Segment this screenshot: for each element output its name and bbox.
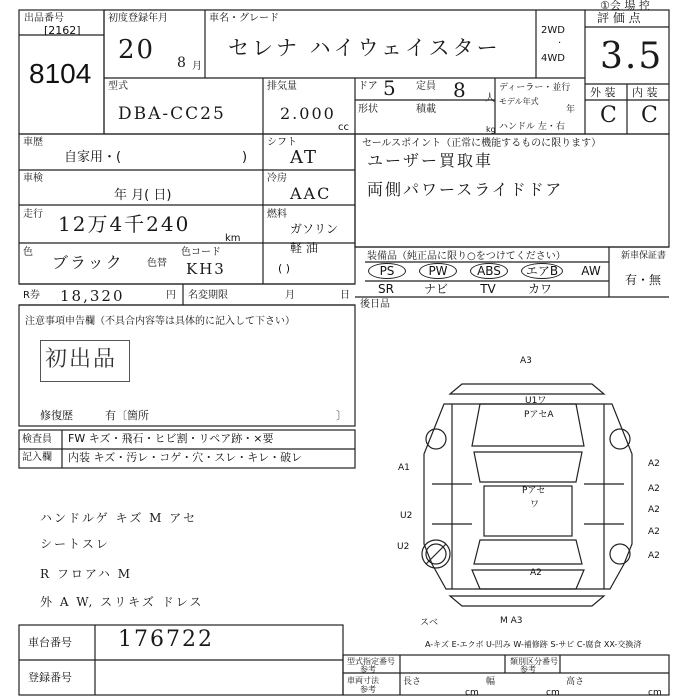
type-cert-label: 型式指定番号 (347, 657, 395, 666)
inspection-label: 車検 (23, 173, 43, 184)
chassis-value: 176722 (118, 627, 214, 652)
drive-dot: · (558, 38, 562, 49)
lot-label: 出品番号 (24, 13, 64, 24)
drive-4wd: 4WD (541, 53, 565, 64)
mileage-value: 12万4千240 (58, 212, 191, 236)
repair-label: 修復歴 (40, 409, 73, 422)
interior-grade: C (641, 103, 660, 128)
doors-value: 5 (383, 76, 398, 100)
recycle-value: 18,320 (60, 287, 125, 305)
color-code-value: KH3 (186, 260, 226, 278)
height-text: 高さ (566, 677, 585, 687)
first-reg-month-unit: 月 (192, 61, 202, 72)
color-change-label: 色替 (147, 258, 167, 269)
model-year-unit: 年 (566, 105, 576, 115)
interior-label: 内 装 (632, 86, 658, 99)
rear-seat-label: 後日品 (360, 299, 390, 310)
repair-value: 有〔箇所 (105, 409, 149, 422)
first-reg-label: 初度登録年月 (108, 13, 168, 24)
length-sub: 参考 (360, 685, 376, 694)
name-change-label: 名変期限 (188, 290, 228, 301)
equip-pw: PW (419, 263, 457, 279)
inspector-label1: 検査員 (22, 434, 52, 445)
diag-a2-right-top: A2 (648, 459, 660, 469)
venue-note: ①会 場 控 (600, 0, 650, 12)
recycle-label: R券 (23, 290, 40, 301)
inspection-value: 年 月( 日) (114, 188, 172, 203)
mileage-unit: km (225, 233, 241, 244)
load-unit: kg (486, 125, 496, 134)
capacity-label: 定員 (416, 81, 436, 92)
remark-line2: シートスレ (40, 537, 110, 551)
first-reg-month: 8 (177, 55, 188, 71)
capacity-unit: 人 (485, 93, 495, 104)
diag-a2-right-rear: A2 (648, 527, 660, 537)
handle-label: ハンドル 左・右 (499, 122, 565, 132)
sales-line1: ユーザー買取車 (367, 151, 494, 170)
first-reg-year: 20 (118, 35, 156, 65)
displacement-unit: cc (338, 122, 349, 133)
remark-line1: ハンドルゲ キズ M アセ (40, 511, 198, 525)
remark-line4: 外 A W, スリキズ ドレス (40, 595, 204, 609)
equip-navi: ナビ (423, 282, 448, 296)
diag-wa: ワ (530, 500, 540, 510)
first-listing-text: 初出品 (45, 347, 118, 372)
diag-a2-right-low: A2 (648, 505, 660, 515)
equip-sr: SR (378, 282, 394, 296)
diag-sube: スベ (420, 618, 439, 628)
lot-number: 8104 (29, 58, 92, 89)
name-change-month: 月 (285, 290, 295, 301)
length-text: 長さ (403, 677, 422, 687)
displacement-value: 2.000 (280, 104, 336, 123)
lot-sub: [2162] (44, 24, 81, 37)
shift-label: シフト (267, 137, 297, 148)
color-code-label: 色コード (181, 247, 221, 258)
displacement-label: 排気量 (267, 81, 297, 92)
exterior-label: 外 装 (590, 86, 616, 99)
color-label: 色 (23, 247, 33, 258)
fuel-gas: ガソリン (290, 222, 339, 236)
ac-value: AAC (290, 184, 332, 203)
notes-label: 注意事項申告欄（不具合内容等は具体的に記入して下さい） (25, 316, 295, 327)
shape-label: 形状 (358, 104, 378, 115)
equip-ps: PS (368, 263, 406, 279)
remark-line3: R フロアハ M (40, 567, 132, 581)
mileage-label: 走行 (23, 209, 43, 220)
model-label: 車名・グレード (209, 13, 279, 24)
diag-a2-right-bottom: A2 (648, 551, 660, 561)
type-value: DBA-CC25 (118, 104, 226, 124)
diag-u2-rear: U2 (397, 542, 410, 552)
rating-label: 評 価 点 (597, 11, 641, 25)
fuel-diesel: 軽 油 (290, 241, 318, 255)
equip-airbag: エアB (521, 263, 563, 279)
warranty-value: 有・無 (625, 273, 662, 287)
exterior-grade: C (600, 103, 619, 128)
sales-line2: 両側パワースライドドア (367, 180, 564, 199)
type-cert-sub: 参考 (360, 665, 376, 674)
diag-u2-left: U2 (400, 511, 413, 521)
height-unit: cm (648, 688, 662, 698)
load-label: 積載 (416, 104, 436, 115)
inspector-row1: FW キズ・飛石・ヒビ割・リペア跡・×要 (68, 432, 274, 445)
diag-a1: A1 (398, 463, 410, 473)
category-sub: 参考 (520, 665, 536, 674)
equip-tv: TV (480, 282, 496, 296)
type-label: 型式 (108, 81, 128, 92)
diag-a2-right-mid: A2 (648, 484, 660, 494)
color-value: ブラック (52, 253, 124, 272)
ac-label: 冷房 (267, 173, 287, 184)
diag-a3-bottom: M A3 (500, 616, 523, 626)
width-unit: cm (546, 688, 560, 698)
equip-leather: カワ (527, 282, 552, 296)
dealer-label: ディーラー・並行 (499, 83, 571, 93)
equip-abs: ABS (470, 263, 508, 279)
length-label: 車両寸法 (347, 676, 379, 685)
first-listing-stamp (40, 340, 130, 382)
width-text: 幅 (486, 677, 496, 687)
repair-close: 〕 (336, 409, 347, 422)
history-value: 自家用・( (64, 150, 122, 165)
shift-value: AT (290, 147, 319, 168)
warranty-label: 新車保証書 (621, 251, 667, 261)
diag-a2-rear-glass: A2 (530, 568, 542, 578)
diagram-legend: A-キズ E-エクボ U-凹み W-補修跡 S-サビ C-腐食 XX-交換済 (425, 640, 642, 649)
diag-u1: U1ワ (525, 396, 547, 406)
length-unit: cm (465, 688, 479, 698)
name-change-day: 日 (340, 290, 350, 301)
fuel-label: 燃料 (267, 209, 287, 220)
diag-a3-top: A3 (520, 356, 532, 366)
diag-p-roof: Pアセ (522, 486, 546, 496)
equipment-label: 装備品（純正品に限り○をつけてください） (367, 251, 566, 262)
model-year-label: モデル年式 (499, 97, 539, 106)
history-close: ) (242, 150, 248, 165)
drive-2wd: 2WD (541, 25, 565, 36)
doors-label: ドア (358, 81, 378, 92)
inspector-label2: 記入欄 (22, 452, 52, 463)
equip-aw: AW (581, 264, 601, 278)
category-label: 類別区分番号 (510, 657, 558, 666)
chassis-label: 車台番号 (28, 636, 72, 649)
inspector-row2: 内装 キズ・汚レ・コゲ・穴・スレ・キレ・破レ (68, 451, 303, 464)
model-name: セレナ ハイウェイスター (228, 36, 501, 60)
diag-p-windshield: PアセA (524, 410, 554, 420)
fuel-other: ( ) (278, 262, 291, 275)
capacity-value: 8 (453, 78, 468, 102)
sales-label: セールスポイント（正常に機能するものに限ります） (362, 138, 602, 149)
rating-value: 3.5 (600, 36, 664, 77)
recycle-unit: 円 (166, 290, 176, 301)
reg-label: 登録番号 (28, 671, 72, 684)
history-label: 車歴 (23, 137, 43, 148)
